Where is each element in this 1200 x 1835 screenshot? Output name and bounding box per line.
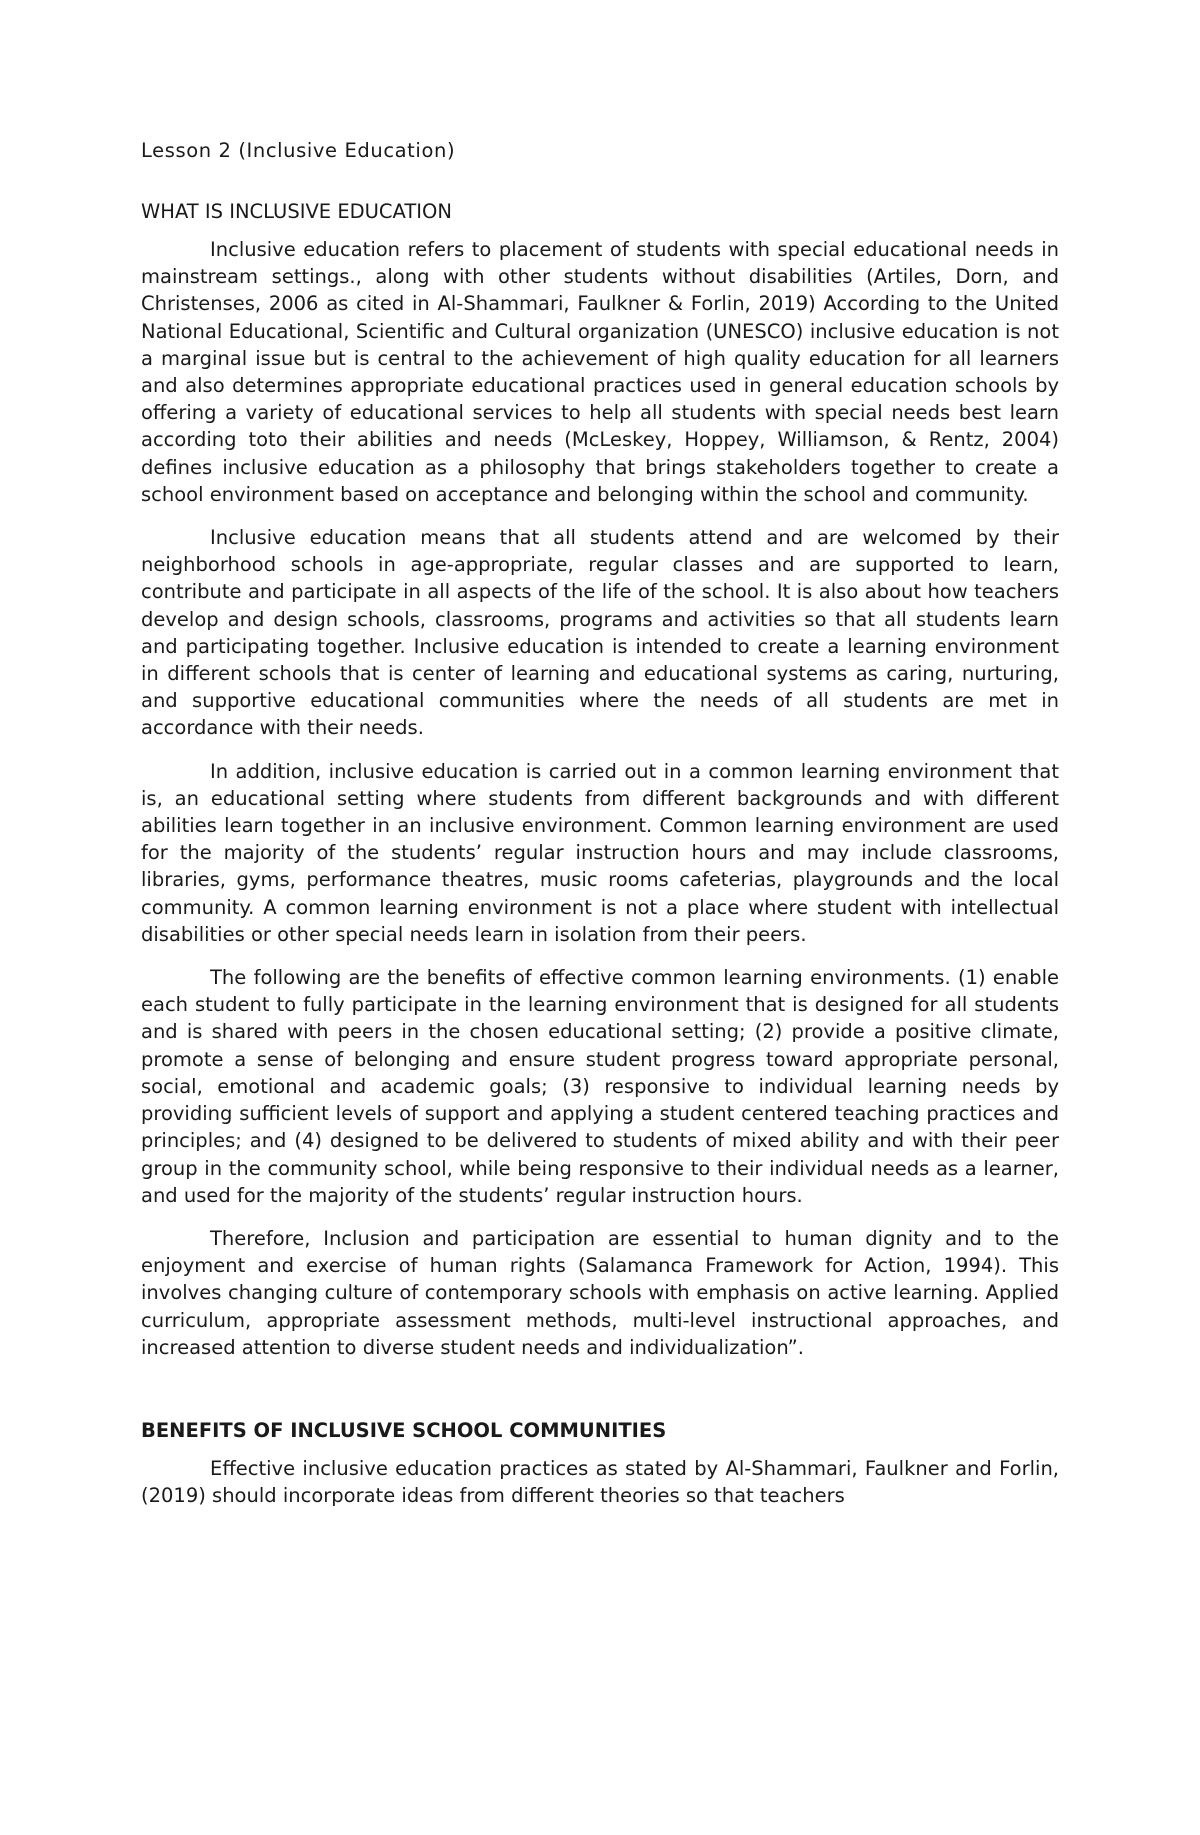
paragraph: In addition, inclusive education is carried out in a common learning environment that is, an educational setting where students from different backgrounds and with different abilities learn together in an inclusive environment. Common learning environment are used for the majority of the students’ regular instruction hours and may include classrooms, libraries, gyms, performance theatres, music rooms cafeterias, playgrounds and the local community. A common learning environment is not a place where student with intellectual disabilities or other special needs learn in isolation from their peers.	[141, 759, 1059, 946]
document-body	[141, 137, 1059, 1525]
section-heading-benefits: BENEFITS OF INCLUSIVE SCHOOL COMMUNITIES	[141, 1418, 667, 1442]
paragraph: Inclusive education refers to placement of students with special educational needs in mainstream settings., along with other students without disabilities (Artiles, Dorn, and Christenses, 2006 as cited in Al-Shammari, Faulkner & Forlin, 2019) According to the United National Educational, Scientific and Cultural organization (UNESCO) inclusive education is not a marginal issue but is central to the achievement of high quality education for all learners and also determines appropriate educational practices used in general education schools by offering a variety of educational services to help all students with special needs best learn according toto their abilities and needs (McLeskey, Hoppey, Williamson, & Rentz, 2004) defines inclusive education as a philosophy that brings stakeholders together to create a school environment based on acceptance and belonging within the school and community.	[141, 238, 1059, 506]
lesson-title: Lesson 2 (Inclusive Education)	[141, 139, 456, 162]
section-heading-what-is-inclusive-education: WHAT IS INCLUSIVE EDUCATION	[141, 200, 452, 223]
section-spacer	[141, 1377, 1059, 1417]
paragraph: Effective inclusive education practices as stated by Al-Shammari, Faulkner and Forlin, (2019) should incorporate ideas from different theories so that teachers	[141, 1456, 1059, 1508]
paragraph: The following are the benefits of effective common learning environments. (1) enable each student to fully participate in the learning environment that is designed for all students and is shared with peers in the chosen educational setting; (2) provide a positive climate, promote a sense of belonging and ensure student progress toward appropriate personal, social, emotional and academic goals; (3) responsive to individual learning needs by providing sufficient levels of support and applying a student centered teaching practices and principles; and (4) designed to be delivered to students of mixed ability and with their peer group in the community school, while being responsive to their individual needs as a learner, and used for the majority of the students’ regular instruction hours.	[141, 966, 1059, 1207]
paragraph: Inclusive education means that all students attend and are welcomed by their neighborhood schools in age-appropriate, regular classes and are supported to learn, contribute and participate in all aspects of the life of the school. It is also about how teachers develop and design schools, classrooms, programs and activities so that all students learn and participating together. Inclusive education is intended to create a learning environment in different schools that is center of learning and educational systems as caring, nurturing, and supportive educational communities where the needs of all students are met in accordance with their needs.	[141, 526, 1059, 740]
paragraph: Therefore, Inclusion and participation are essential to human dignity and to the enjoyment and exercise of human rights (Salamanca Framework for Action, 1994). This involves changing culture of contemporary schools with emphasis on active learning. Applied curriculum, appropriate assessment methods, multi-level instructional approaches, and increased attention to diverse student needs and individualization”.	[141, 1226, 1059, 1359]
